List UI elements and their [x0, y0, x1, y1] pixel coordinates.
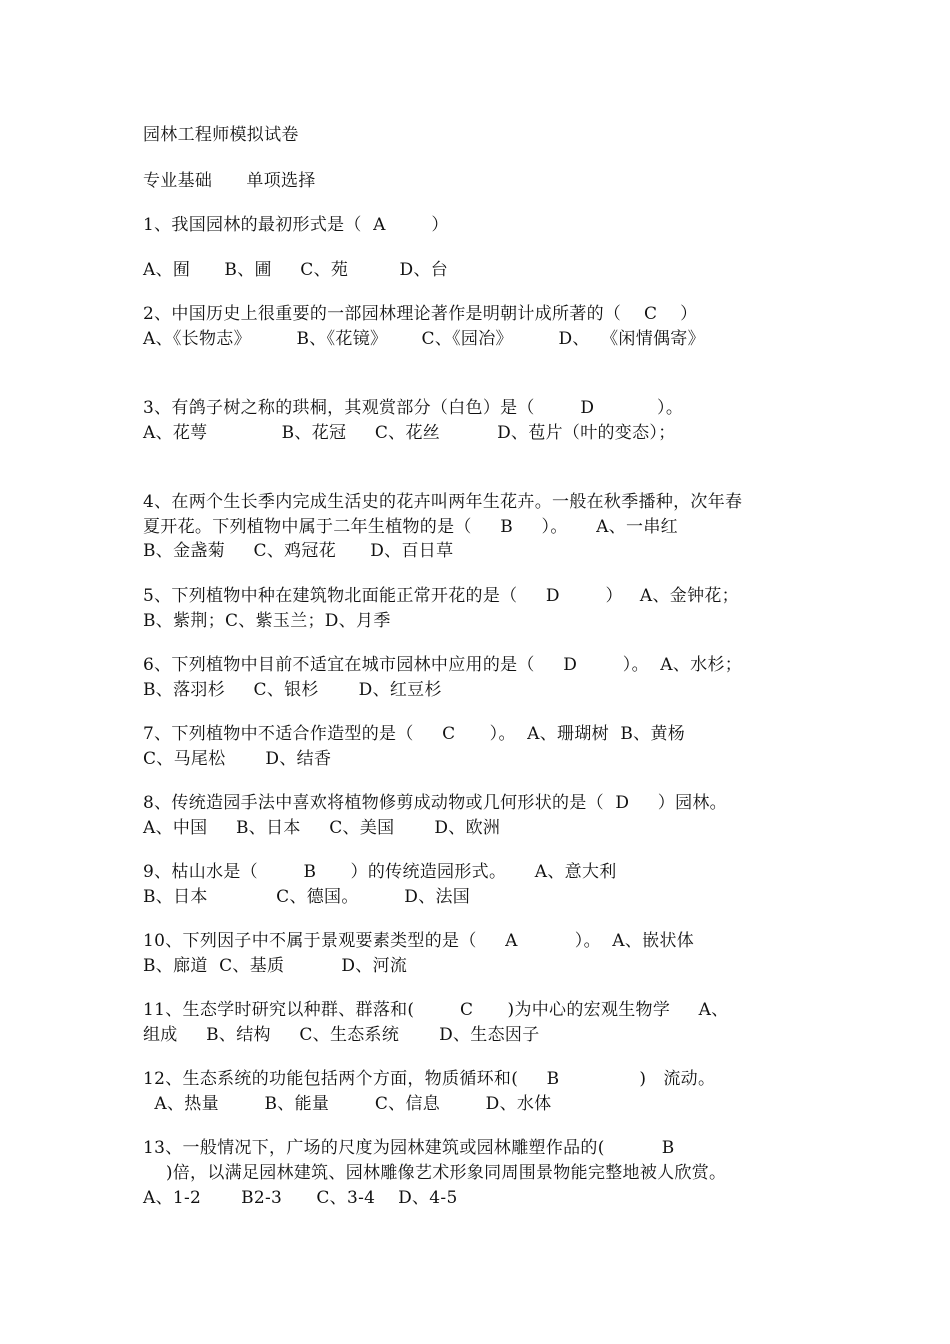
question-11-options: 组成 B、结构 C、生态系统 D、生态因子 [143, 1025, 540, 1045]
document-title: 园林工程师模拟试卷 [143, 125, 299, 145]
question-12-options: A、热量 B、能量 C、信息 D、水体 [143, 1094, 552, 1114]
question-7-options: C、马尾松 D、结香 [143, 749, 332, 769]
question-1: 1、我国园林的最初形式是（ A ） [143, 215, 449, 235]
question-6-options: B、落羽杉 C、银杉 D、红豆杉 [143, 680, 442, 700]
question-10: 10、下列因子中不属于景观要素类型的是（ A ）。 A、嵌状体 [143, 931, 695, 951]
question-13-line-2: )倍，以满足园林建筑、园林雕像艺术形象同周围景物能完整地被人欣赏。 [143, 1163, 727, 1183]
question-1-options: A、囿 B、圃 C、苑 D、台 [143, 260, 449, 280]
question-9: 9、枯山水是（ B ）的传统造园形式。 A、意大利 [143, 862, 617, 882]
question-5-options: B、紫荆；C、紫玉兰；D、月季 [143, 611, 391, 631]
question-8: 8、传统造园手法中喜欢将植物修剪成动物或几何形状的是（ D ）园林。 [143, 793, 727, 813]
question-4-options: B、金盏菊 C、鸡冠花 D、百日草 [143, 541, 454, 561]
question-7: 7、下列植物中不适合作造型的是（ C ）。 A、珊瑚树 B、黄杨 [143, 724, 686, 744]
question-6: 6、下列植物中目前不适宜在城市园林中应用的是（ D ）。 A、水杉； [143, 655, 743, 675]
question-2: 2、中国历史上很重要的一部园林理论著作是明朝计成所著的（ C ） [143, 304, 698, 324]
question-2-options: A、《长物志》 B、《花镜》 C、《园冶》 D、 《闲情偶寄》 [143, 329, 705, 349]
question-5: 5、下列植物中种在建筑物北面能正常开花的是（ D ） A、金钟花； [143, 586, 739, 606]
question-13-options: A、1-2 B2-3 C、3-4 D、4-5 [143, 1188, 458, 1208]
question-12: 12、生态系统的功能包括两个方面，物质循环和( B ) 流动。 [143, 1069, 716, 1089]
question-3-options: A、花萼 B、花冠 C、花丝 D、苞片（叶的变态）； [143, 423, 676, 443]
question-4-line-2: 夏开花。下列植物中属于二年生植物的是（ B ）。 A、一串红 [143, 517, 678, 537]
section-heading: 专业基础 单项选择 [143, 171, 316, 191]
question-13-line-1: 13、一般情况下，广场的尺度为园林建筑或园林雕塑作品的( B [143, 1138, 675, 1158]
question-10-options: B、廊道 C、基质 D、河流 [143, 956, 408, 976]
question-8-options: A、中国 B、日本 C、美国 D、欧洲 [143, 818, 501, 838]
question-11: 11、生态学时研究以种群、群落和( C )为中心的宏观生物学 A、 [143, 1000, 729, 1020]
question-3: 3、有鸽子树之称的珙桐，其观赏部分（白色）是（ D ）。 [143, 398, 684, 418]
question-4-line-1: 4、在两个生长季内完成生活史的花卉叫两年生花卉。一般在秋季播种，次年春 [143, 492, 743, 512]
question-9-options: B、日本 C、德国。 D、法国 [143, 887, 471, 907]
